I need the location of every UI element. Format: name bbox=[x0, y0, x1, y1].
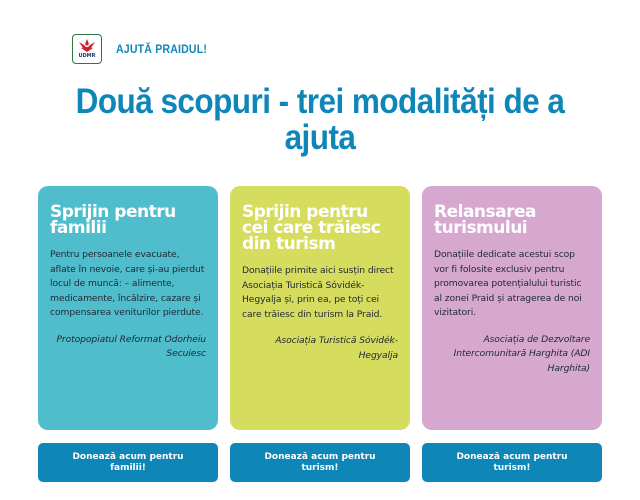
card-tourism-workers bbox=[230, 186, 410, 430]
udmr-logo[interactable] bbox=[72, 34, 102, 64]
donate-families-button[interactable]: Donează acum pentru familii! bbox=[38, 443, 218, 482]
tulip-icon bbox=[77, 39, 97, 53]
card-title: Relansarea turismului bbox=[434, 202, 536, 238]
header bbox=[72, 34, 219, 64]
card-organization: Asociația de Dezvoltare Intercomunitară Harghita (ADI Harghita) bbox=[453, 333, 590, 374]
card-description: Donațiile primite aici susțin direct Asociația Turistică Sóvidék-Hegyalja și, prin ea, pe toți cei care trăiesc din turism la Praid. bbox=[242, 265, 394, 320]
card-title: Sprijin pentru familii bbox=[50, 202, 176, 238]
logo-text: UDMR bbox=[78, 53, 96, 59]
card-organization: Protopopiatul Reformat Odorheiu Secuiesc bbox=[56, 333, 206, 359]
donate-tourism-relaunch-button[interactable]: Donează acum pentru turism! bbox=[422, 443, 602, 482]
site-title: AJUTĂ PRAIDUL! bbox=[116, 42, 208, 56]
donate-tourism-workers-button[interactable]: Donează acum pentru turism! bbox=[230, 443, 410, 482]
card-description: Donațiile dedicate acestui scop vor fi folosite exclusiv pentru promovarea potențialului turistic al zonei Praid și atragerea de noi vizitatori. bbox=[434, 249, 582, 318]
card-families bbox=[38, 186, 218, 430]
card-description: Pentru persoanele evacuate, aflate în nevoie, care și-au pierdut locul de muncă: – alimente, medicamente, încălzire, cazare și compensarea veniturilor pierdute. bbox=[50, 249, 205, 318]
card-tourism-relaunch bbox=[422, 186, 602, 430]
card-title: Sprijin pentru cei care trăiesc din turism bbox=[242, 202, 381, 254]
page-title: Două scopuri - trei modalități de a ajuta bbox=[75, 82, 565, 157]
card-organization: Asociația Turistică Sóvidék-Hegyalja bbox=[275, 335, 398, 361]
